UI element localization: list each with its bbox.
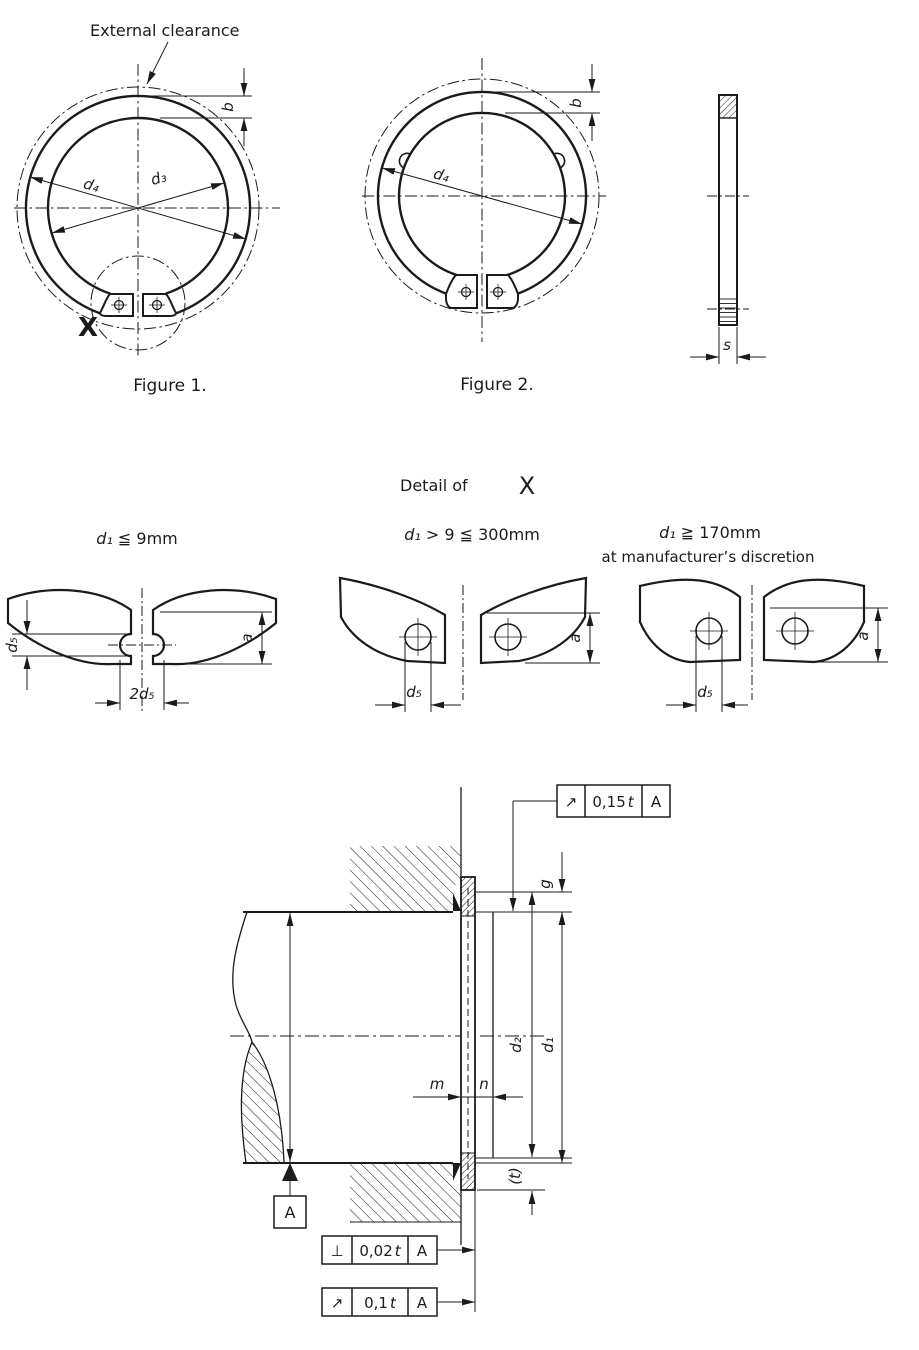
groove-chamfer-top (453, 893, 461, 911)
fig1-detail-mark-x: X (77, 313, 99, 343)
variant1-condition (96, 529, 178, 548)
detail3-lug-left (640, 580, 740, 662)
runout-icon: ↗ (330, 1294, 344, 1312)
fig1-b-label: b (219, 102, 237, 112)
tolerance-datum-bottom: A (416, 1294, 428, 1312)
variant2-var: d₁ (404, 525, 421, 544)
detail1-lug-left (8, 590, 131, 664)
variant3-note: at manufacturer’s discretion (601, 548, 815, 566)
fig2-d4-label: d₄ (431, 164, 452, 186)
groove-chamfer-bottom (453, 1163, 461, 1181)
variant3-cond: ≧ 170mm (675, 523, 761, 542)
tolerance-value-top (592, 793, 634, 811)
fig1-d4-label: d₄ (81, 174, 102, 196)
m-label: m (429, 1075, 445, 1093)
assembly-drawing (230, 785, 670, 1316)
detail3-d5-label: d₅ (697, 683, 713, 701)
detail-variant2 (340, 578, 600, 712)
s-label: s (723, 336, 731, 354)
tolerance-value: 0,1 (364, 1294, 388, 1312)
t-label: (t) (506, 1167, 524, 1185)
tolerance-value: 0,15 (592, 793, 626, 811)
housing-bottom-hatch (350, 1163, 461, 1222)
n-label: n (479, 1075, 489, 1093)
datum-triangle (282, 1163, 298, 1181)
detail1-lug-right (153, 590, 276, 664)
detail1-d5-label: d₅ (3, 637, 21, 653)
tolerance-suffix: t (394, 1242, 401, 1260)
variant1-cond: ≦ 9mm (112, 529, 178, 548)
tolerance-datum-mid: A (416, 1242, 428, 1260)
variant2-cond: > 9 ≦ 300mm (420, 525, 540, 544)
fig1-caption: Figure 1. (133, 376, 207, 396)
detail3-a-label: a (854, 631, 872, 641)
detail-title-ref-x: X (518, 472, 536, 500)
detail-title: Detail of (400, 476, 468, 495)
datum-label: A (284, 1203, 296, 1222)
break-section-lens (241, 1042, 284, 1163)
fig1-external-clearance-leader (147, 42, 168, 84)
variant1-var: d₁ (96, 529, 113, 548)
g-label: g (536, 879, 554, 889)
detail3-lug-right (764, 580, 864, 662)
fig1-d3-label: d₃ (148, 167, 169, 189)
detail1-a-label: a (238, 633, 256, 643)
runout-icon: ↗ (564, 793, 578, 811)
detail2-a-label: a (566, 633, 584, 643)
figure1 (14, 42, 280, 356)
side-view (690, 95, 766, 364)
variant2-condition (404, 525, 540, 544)
detail2-lug-right (481, 578, 586, 663)
tolerance-suffix: t (389, 1294, 396, 1312)
detail2-d5-label: d₅ (406, 683, 422, 701)
d2-label: d₂ (507, 1037, 525, 1053)
variant3-var: d₁ (659, 523, 676, 542)
fig1-external-clearance-label: External clearance (90, 21, 240, 40)
detail2-lug-left (340, 578, 445, 663)
side-view-body (719, 95, 737, 325)
tolerance-value-mid (359, 1242, 401, 1260)
tolerance-value: 0,02 (359, 1242, 393, 1260)
tolerance-value-bottom (364, 1294, 397, 1312)
detail-variant3 (640, 580, 888, 712)
variant3-condition (659, 523, 761, 542)
d1-label: d₁ (539, 1037, 557, 1053)
perpendicularity-icon: ⊥ (330, 1242, 344, 1260)
tolerance-datum-top: A (650, 793, 662, 811)
side-view-lug-hatch (719, 95, 737, 118)
break-line (233, 912, 252, 1042)
tolerance-suffix: t (627, 793, 634, 811)
detail1-2d5-label: 2d₅ (129, 685, 155, 703)
fig2-caption: Figure 2. (460, 375, 534, 395)
fig2-b-label: b (567, 98, 585, 108)
housing-top-hatch (350, 846, 461, 912)
